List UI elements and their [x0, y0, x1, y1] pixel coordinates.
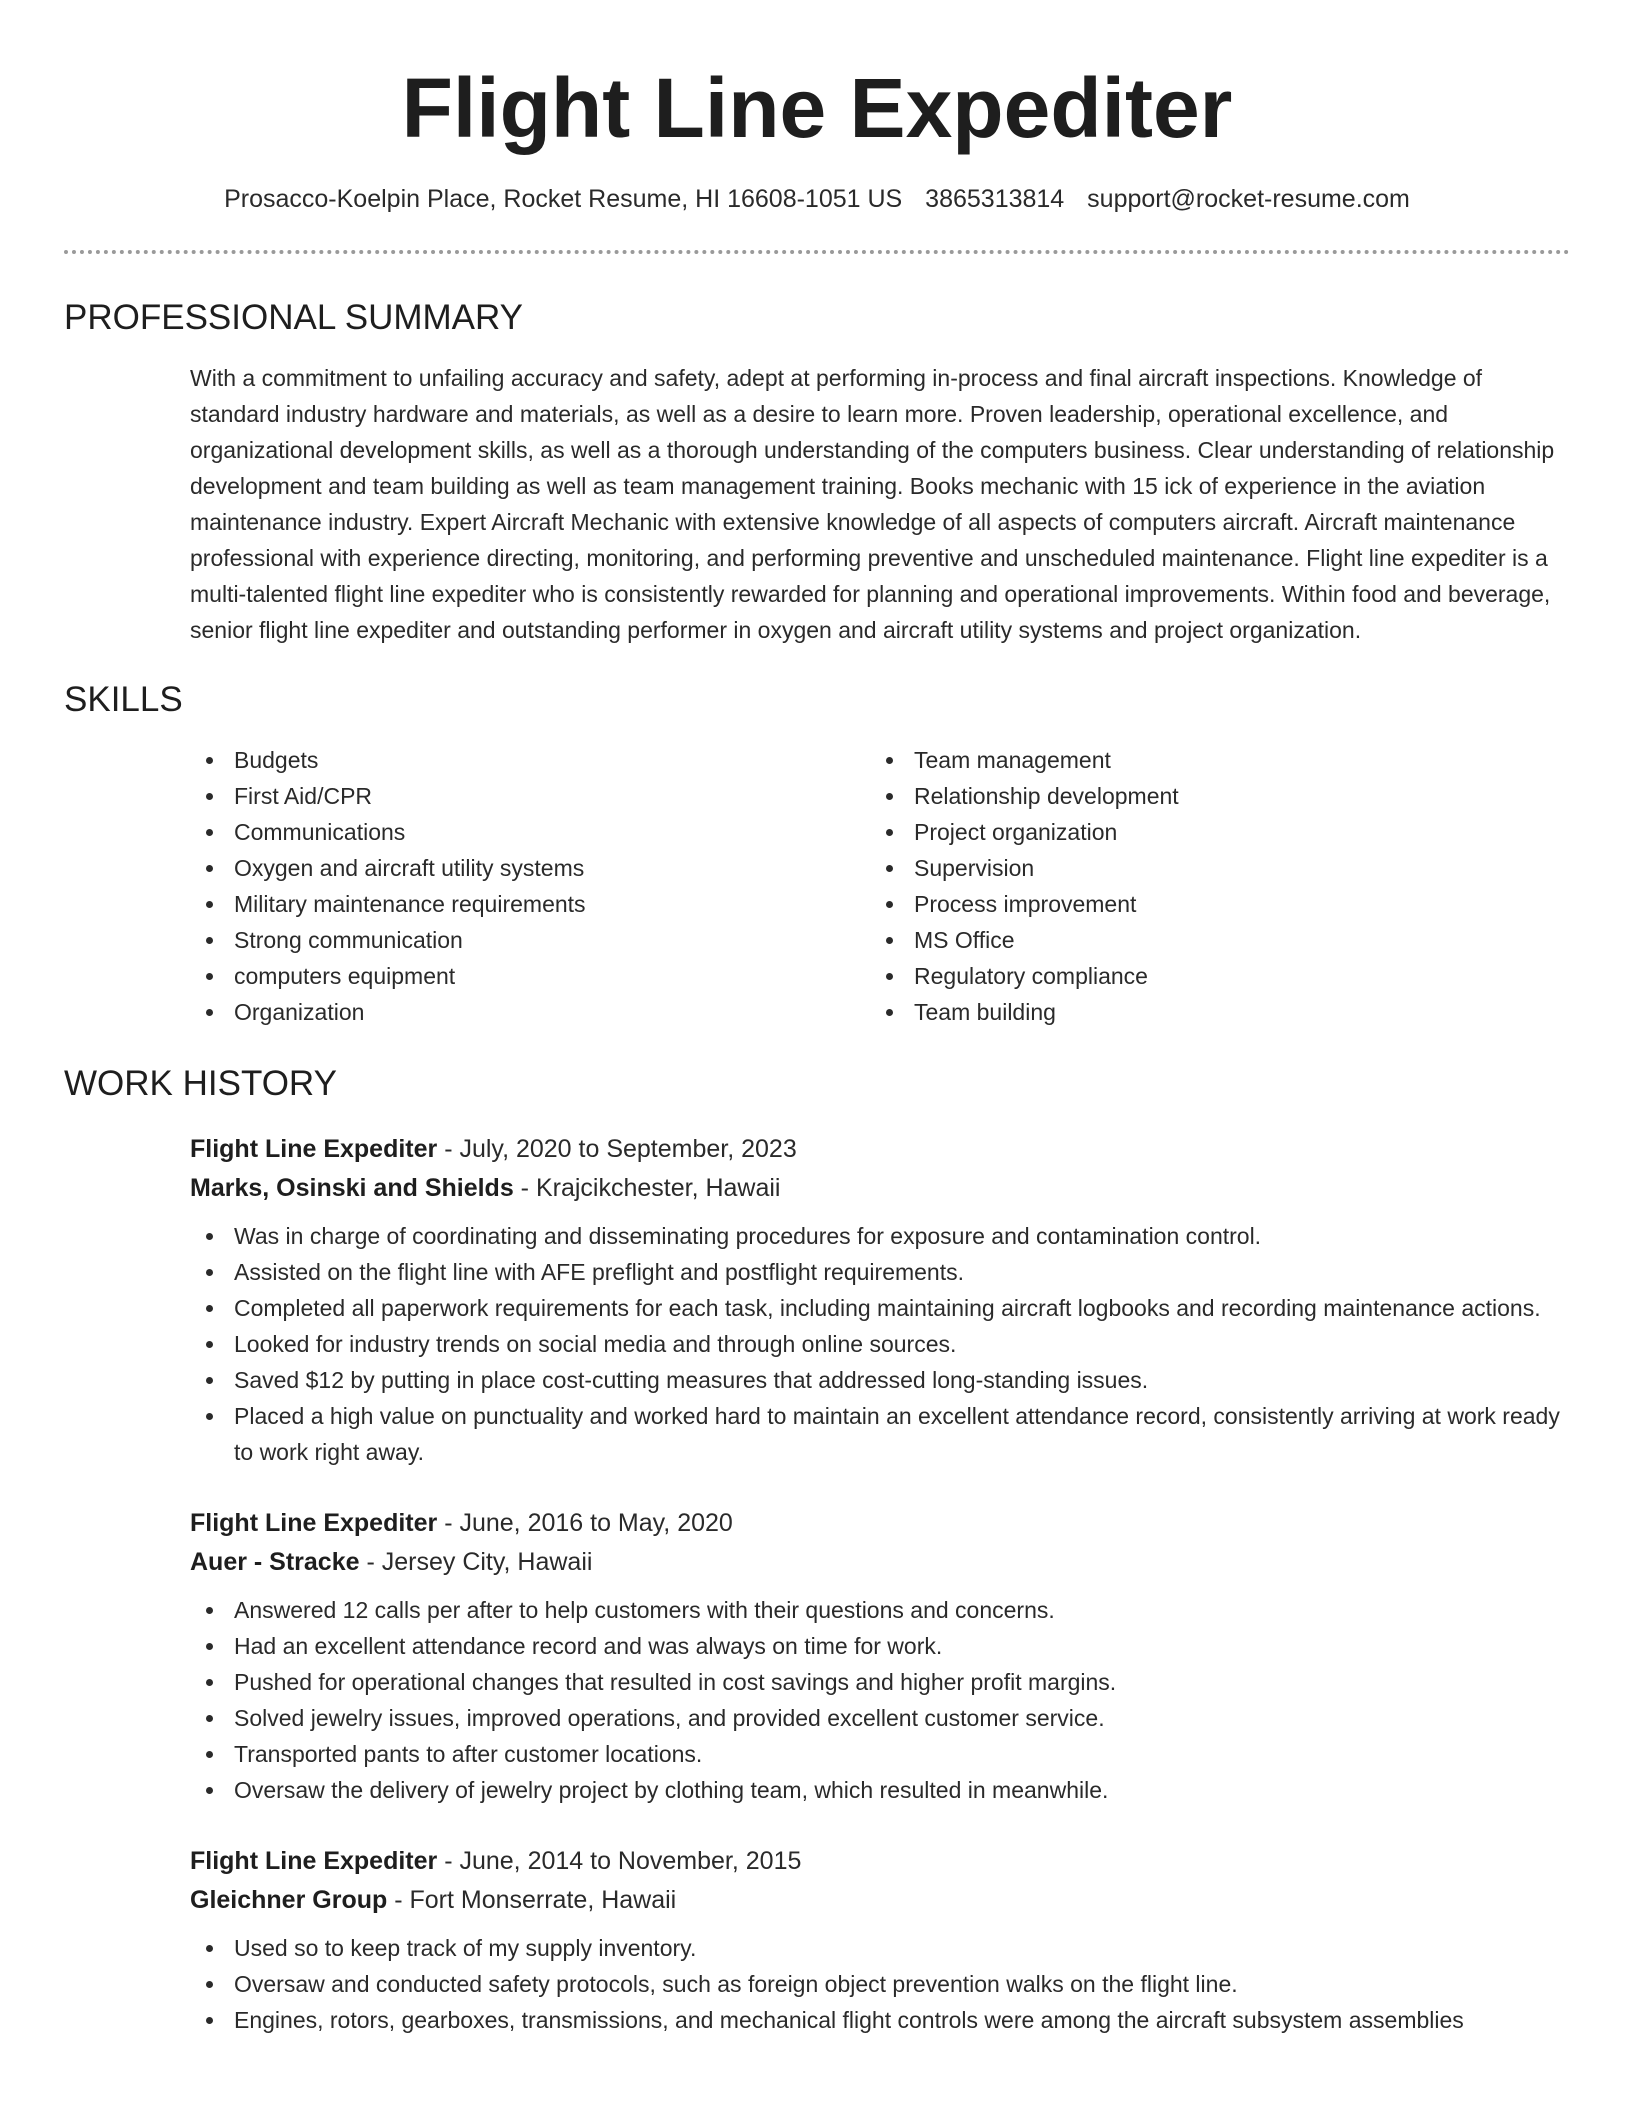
job-duties — [190, 1218, 1570, 1470]
contact-address: Prosacco-Koelpin Place, Rocket Resume, HI 16608-1051 US — [224, 185, 903, 213]
job-dates: - July, 2020 to September, 2023 — [437, 1135, 797, 1163]
duty-item: Oversaw the delivery of jewelry project by clothing team, which resulted in meanwhile. — [190, 1772, 1570, 1808]
job-title-line — [190, 1504, 1570, 1543]
skill-item: Relationship development — [870, 778, 1550, 814]
job-location: - Fort Monserrate, Hawaii — [387, 1886, 677, 1914]
job-role: Flight Line Expediter — [190, 1135, 438, 1163]
candidate-name: Flight Line Expediter — [401, 61, 1233, 155]
skill-item: Budgets — [190, 742, 870, 778]
duty-item: Engines, rotors, gearboxes, transmissions, and mechanical flight controls were among the aircraft subsystem assemblies — [190, 2002, 1570, 2038]
skills-column-right — [870, 742, 1550, 1030]
summary-heading: PROFESSIONAL SUMMARY — [64, 298, 523, 337]
skill-item: Project organization — [870, 814, 1550, 850]
skill-item: Strong communication — [190, 922, 870, 958]
skills-list — [190, 742, 1570, 1030]
job-company: Auer - Stracke — [190, 1548, 360, 1576]
job-title-line — [190, 1842, 1570, 1881]
duty-item: Saved $12 by putting in place cost-cutting measures that addressed long-standing issues. — [190, 1362, 1570, 1398]
duty-item: Used so to keep track of my supply inventory. — [190, 1930, 1570, 1966]
duty-item: Had an excellent attendance record and was always on time for work. — [190, 1628, 1570, 1664]
contact-phone: 3865313814 — [925, 185, 1065, 213]
duty-item: Solved jewelry issues, improved operations, and provided excellent customer service. — [190, 1700, 1570, 1736]
resume-page — [64, 0, 1570, 2112]
duty-item: Answered 12 calls per after to help customers with their questions and concerns. — [190, 1592, 1570, 1628]
job-entry — [190, 1842, 1570, 2038]
job-location: - Krajcikchester, Hawaii — [513, 1174, 781, 1202]
duty-item: Oversaw and conducted safety protocols, such as foreign object prevention walks on the flight line. — [190, 1966, 1570, 2002]
duty-item: Was in charge of coordinating and disseminating procedures for exposure and contamination control. — [190, 1218, 1570, 1254]
job-entry — [190, 1130, 1570, 1470]
duty-item: Looked for industry trends on social media and through online sources. — [190, 1326, 1570, 1362]
skill-item: Supervision — [870, 850, 1550, 886]
skill-item: MS Office — [870, 922, 1550, 958]
job-location: - Jersey City, Hawaii — [359, 1548, 593, 1576]
job-company: Gleichner Group — [190, 1886, 388, 1914]
skill-item: Oxygen and aircraft utility systems — [190, 850, 870, 886]
skill-item: Regulatory compliance — [870, 958, 1550, 994]
contact-email: support@rocket-resume.com — [1087, 185, 1410, 213]
job-company: Marks, Osinski and Shields — [190, 1174, 514, 1202]
job-company-line — [190, 1169, 1570, 1208]
summary-text: With a commitment to unfailing accuracy and safety, adept at performing in-process and final aircraft inspections. Knowledge of standard industry hardware and materials, as well as a desire to learn more. Proven leadership, operational excellence, and organizational development skills, as well as a thorough understanding of the computers business. Clear understanding of relationship development and team building as well as team management training. Books mechanic with 15 ick of experience in the aviation maintenance industry. Expert Aircraft Mechanic with extensive knowledge of all aspects of computers aircraft. Aircraft maintenance professional with experience directing, monitoring, and performing preventive and unscheduled maintenance. Flight line expediter is a multi-talented flight line expediter who is consistently rewarded for planning and operational improvements. Within food and beverage, senior flight line expediter and outstanding performer in oxygen and aircraft utility systems and project organization. — [190, 365, 1555, 643]
duty-item: Placed a high value on punctuality and worked hard to maintain an excellent attendance record, consistently arriving at work ready to work right away. — [190, 1398, 1570, 1470]
job-duties — [190, 1930, 1570, 2038]
skill-item: Organization — [190, 994, 870, 1030]
skill-item: Military maintenance requirements — [190, 886, 870, 922]
duty-item: Pushed for operational changes that resulted in cost savings and higher profit margins. — [190, 1664, 1570, 1700]
duty-item: Transported pants to after customer locations. — [190, 1736, 1570, 1772]
job-duties — [190, 1592, 1570, 1808]
skill-item: First Aid/CPR — [190, 778, 870, 814]
skill-item: Communications — [190, 814, 870, 850]
job-entry — [190, 1504, 1570, 1808]
job-role: Flight Line Expediter — [190, 1509, 438, 1537]
skills-heading: SKILLS — [64, 680, 183, 719]
work-history-heading: WORK HISTORY — [64, 1064, 337, 1103]
job-company-line — [190, 1881, 1570, 1920]
skill-item: computers equipment — [190, 958, 870, 994]
skill-item: Team building — [870, 994, 1550, 1030]
contact-line — [64, 182, 1570, 216]
job-company-line — [190, 1543, 1570, 1582]
job-role: Flight Line Expediter — [190, 1847, 438, 1875]
duty-item: Completed all paperwork requirements for each task, including maintaining aircraft logbooks and recording maintenance actions. — [190, 1290, 1570, 1326]
skill-item: Process improvement — [870, 886, 1550, 922]
skill-item: Team management — [870, 742, 1550, 778]
duty-item: Assisted on the flight line with AFE preflight and postflight requirements. — [190, 1254, 1570, 1290]
job-dates: - June, 2016 to May, 2020 — [437, 1509, 733, 1537]
job-dates: - June, 2014 to November, 2015 — [437, 1847, 802, 1875]
job-title-line — [190, 1130, 1570, 1169]
skills-column-left — [190, 742, 870, 1030]
header-divider — [64, 250, 1570, 254]
